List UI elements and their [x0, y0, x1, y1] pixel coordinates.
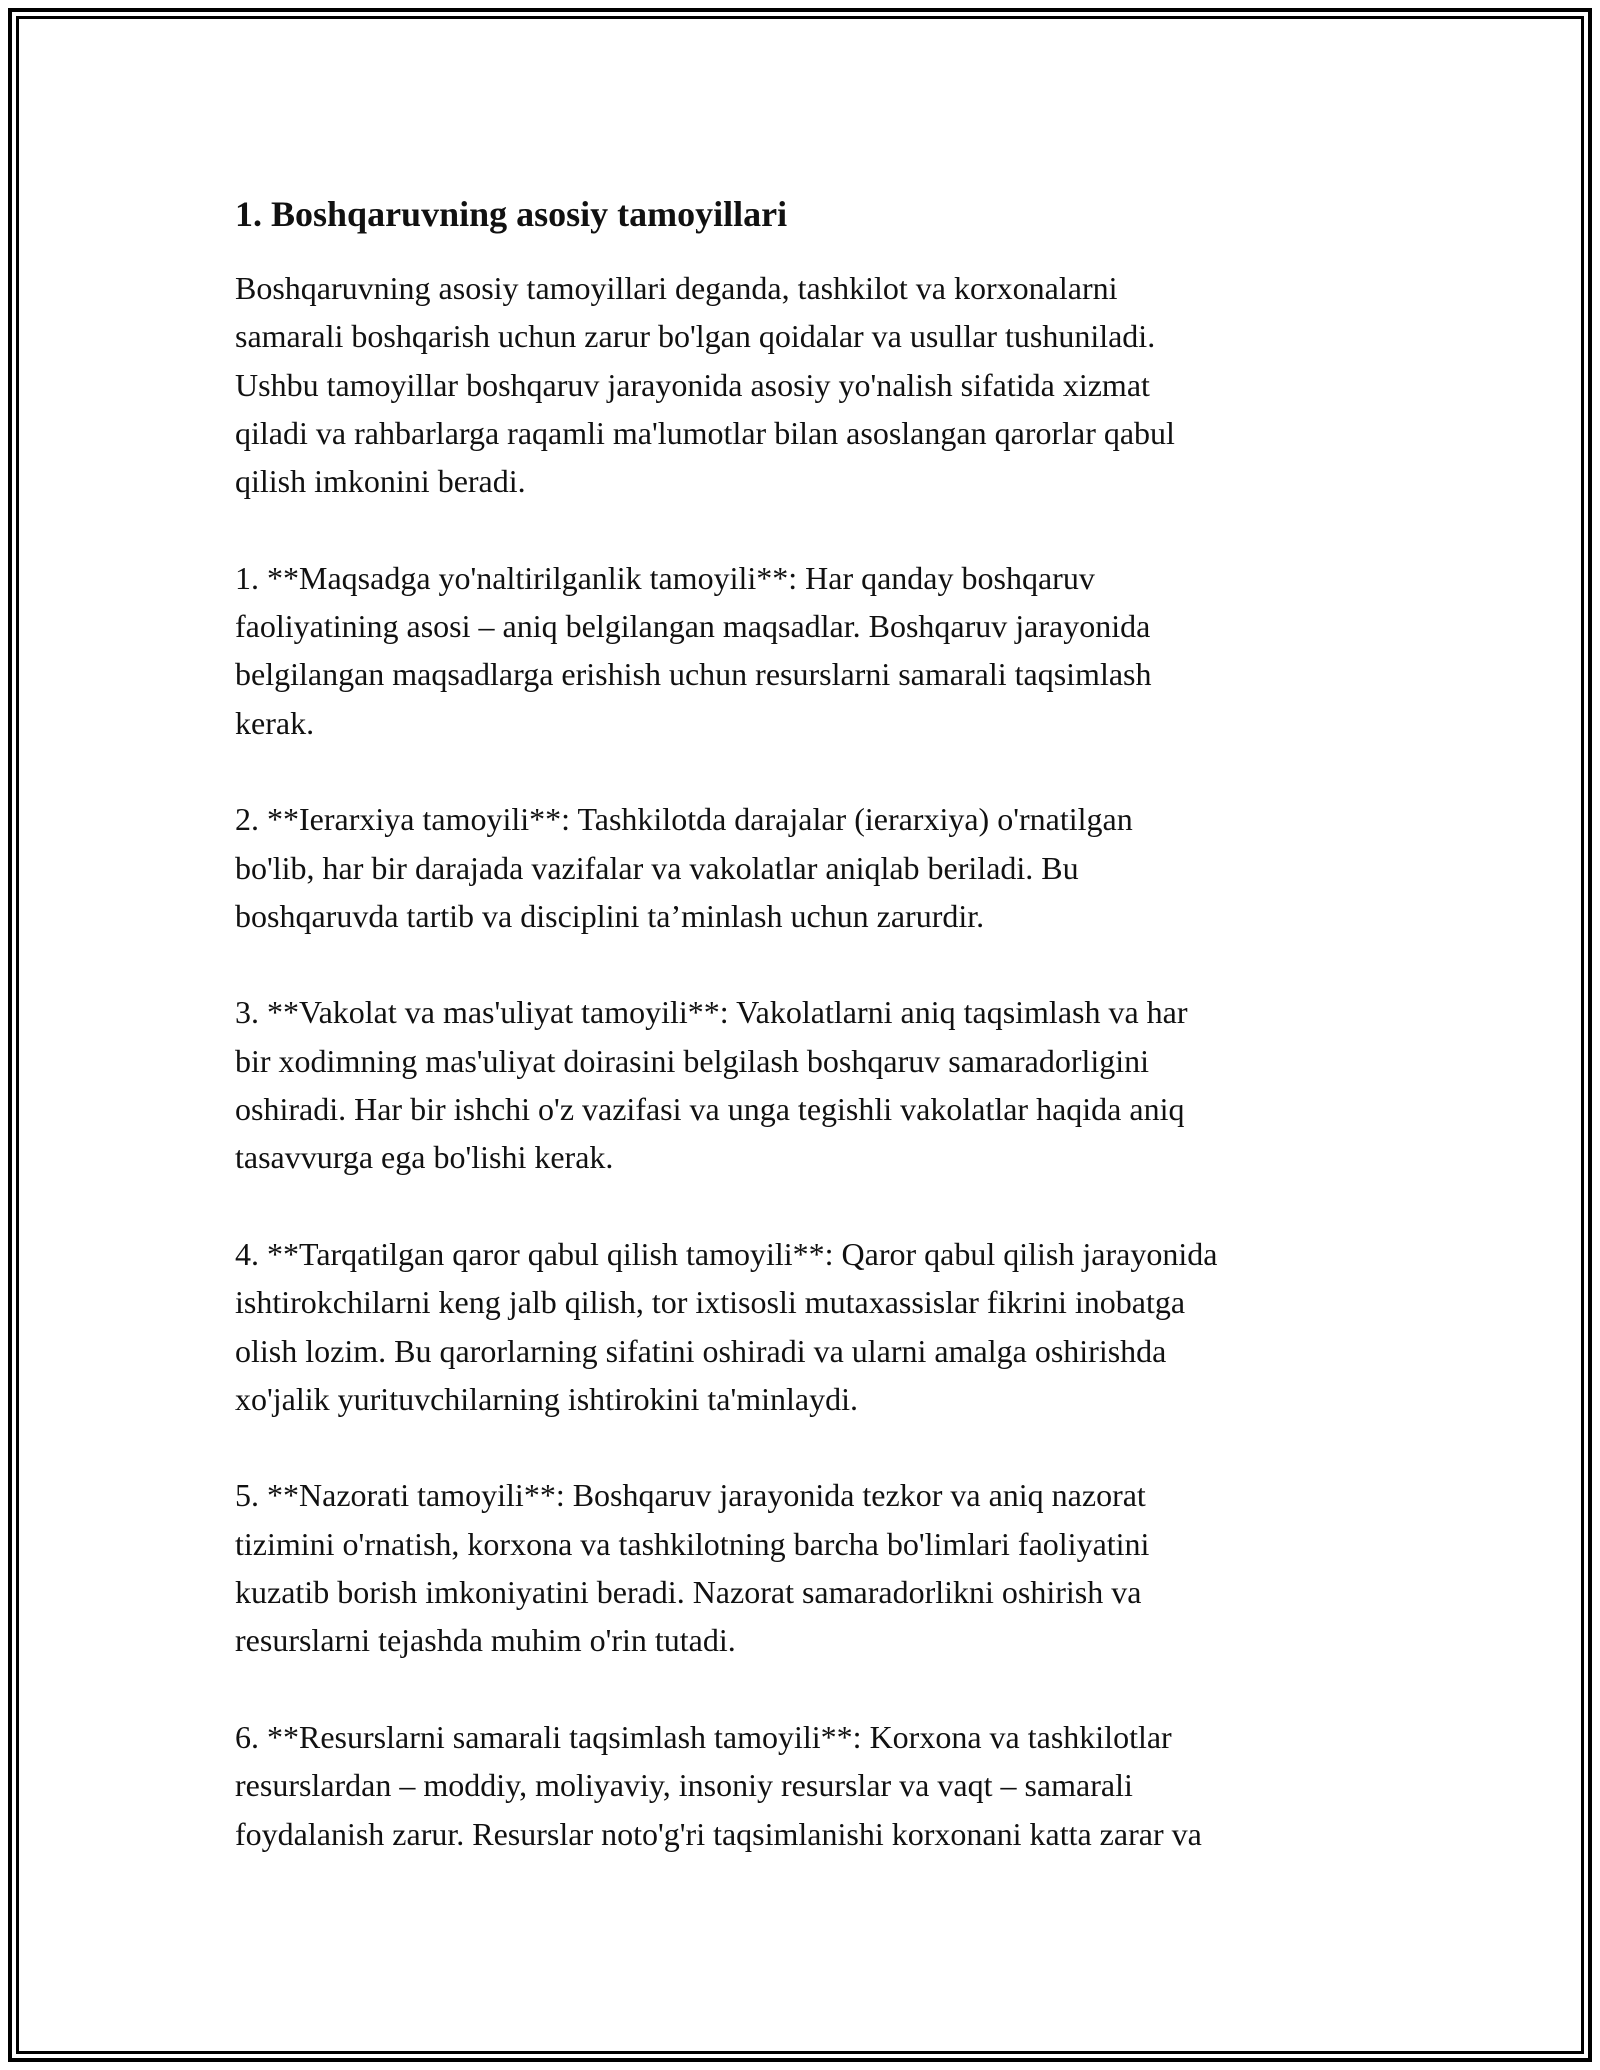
text-line: Ushbu tamoyillar boshqaruv jarayonida asosiy yo'nalish sifatida xizmat	[235, 366, 1150, 403]
text-line: boshqaruvda tartib va disciplini ta’minlash uchun zarurdir.	[235, 897, 985, 934]
text-line: resurslarni tejashda muhim o'rin tutadi.	[235, 1622, 736, 1659]
principle-2-paragraph	[235, 795, 1375, 940]
text-line: qilish imkonini beradi.	[235, 463, 526, 500]
text-line: 4. **Tarqatilgan qaror qabul qilish tamoyili**: Qaror qabul qilish jarayonida	[235, 1235, 1218, 1272]
intro-paragraph	[235, 264, 1375, 505]
principle-6-paragraph	[235, 1713, 1375, 1858]
text-line: 6. **Resurslarni samarali taqsimlash tamoyili**: Korxona va tashkilotlar	[235, 1718, 1172, 1755]
text-line: xo'jalik yurituvchilarning ishtirokini ta'minlaydi.	[235, 1380, 858, 1417]
text-line: kuzatib borish imkoniyatini beradi. Nazorat samaradorlikni oshirish va	[235, 1574, 1142, 1611]
text-line: 5. **Nazorati tamoyili**: Boshqaruv jarayonida tezkor va aniq nazorat	[235, 1477, 1146, 1514]
text-line: kerak.	[235, 704, 315, 741]
principle-4-paragraph	[235, 1230, 1375, 1423]
text-line: 2. **Ierarxiya tamoyili**: Tashkilotda darajalar (ierarxiya) o'rnatilgan	[235, 801, 1133, 838]
text-line: Boshqaruvning asosiy tamoyillari deganda, tashkilot va korxonalarni	[235, 270, 1118, 306]
text-line: foydalanish zarur. Resurslar noto'g'ri taqsimlanishi korxonani katta zarar va	[235, 1815, 1202, 1852]
text-line: bir xodimning mas'uliyat doirasini belgilash boshqaruv samaradorligini	[235, 1042, 1150, 1079]
document-body	[235, 190, 1375, 1906]
text-line: qiladi va rahbarlarga raqamli ma'lumotlar bilan asoslangan qarorlar qabul	[235, 414, 1175, 451]
section-heading: 1. Boshqaruvning asosiy tamoyillari	[235, 194, 788, 234]
text-line: samarali boshqarish uchun zarur bo'lgan qoidalar va usullar tushuniladi.	[235, 318, 1156, 355]
text-line: oshiradi. Har bir ishchi o'z vazifasi va unga tegishli vakolatlar haqida aniq	[235, 1091, 1185, 1128]
principle-5-paragraph	[235, 1471, 1375, 1664]
principle-1-paragraph	[235, 554, 1375, 747]
text-line: tizimini o'rnatish, korxona va tashkilotning barcha bo'limlari faoliyatini	[235, 1525, 1150, 1562]
principle-3-paragraph	[235, 988, 1375, 1181]
text-line: resurslardan – moddiy, moliyaviy, insoniy resurslar va vaqt – samarali	[235, 1767, 1133, 1804]
text-line: 3. **Vakolat va mas'uliyat tamoyili**: Vakolatlarni aniq taqsimlash va har	[235, 994, 1188, 1031]
text-line: olish lozim. Bu qarorlarning sifatini oshiradi va ularni amalga oshirishda	[235, 1332, 1167, 1369]
text-line: ishtirokchilarni keng jalb qilish, tor ixtisosli mutaxassislar fikrini inobatga	[235, 1284, 1186, 1321]
text-line: tasavvurga ega bo'lishi kerak.	[235, 1139, 614, 1176]
text-line: bo'lib, har bir darajada vazifalar va vakolatlar aniqlab beriladi. Bu	[235, 849, 1079, 886]
text-line: belgilangan maqsadlarga erishish uchun resurslarni samarali taqsimlash	[235, 656, 1152, 693]
text-line: 1. **Maqsadga yo'naltirilganlik tamoyili**: Har qanday boshqaruv	[235, 559, 1095, 596]
text-line: faoliyatining asosi – aniq belgilangan maqsadlar. Boshqaruv jarayonida	[235, 608, 1151, 645]
